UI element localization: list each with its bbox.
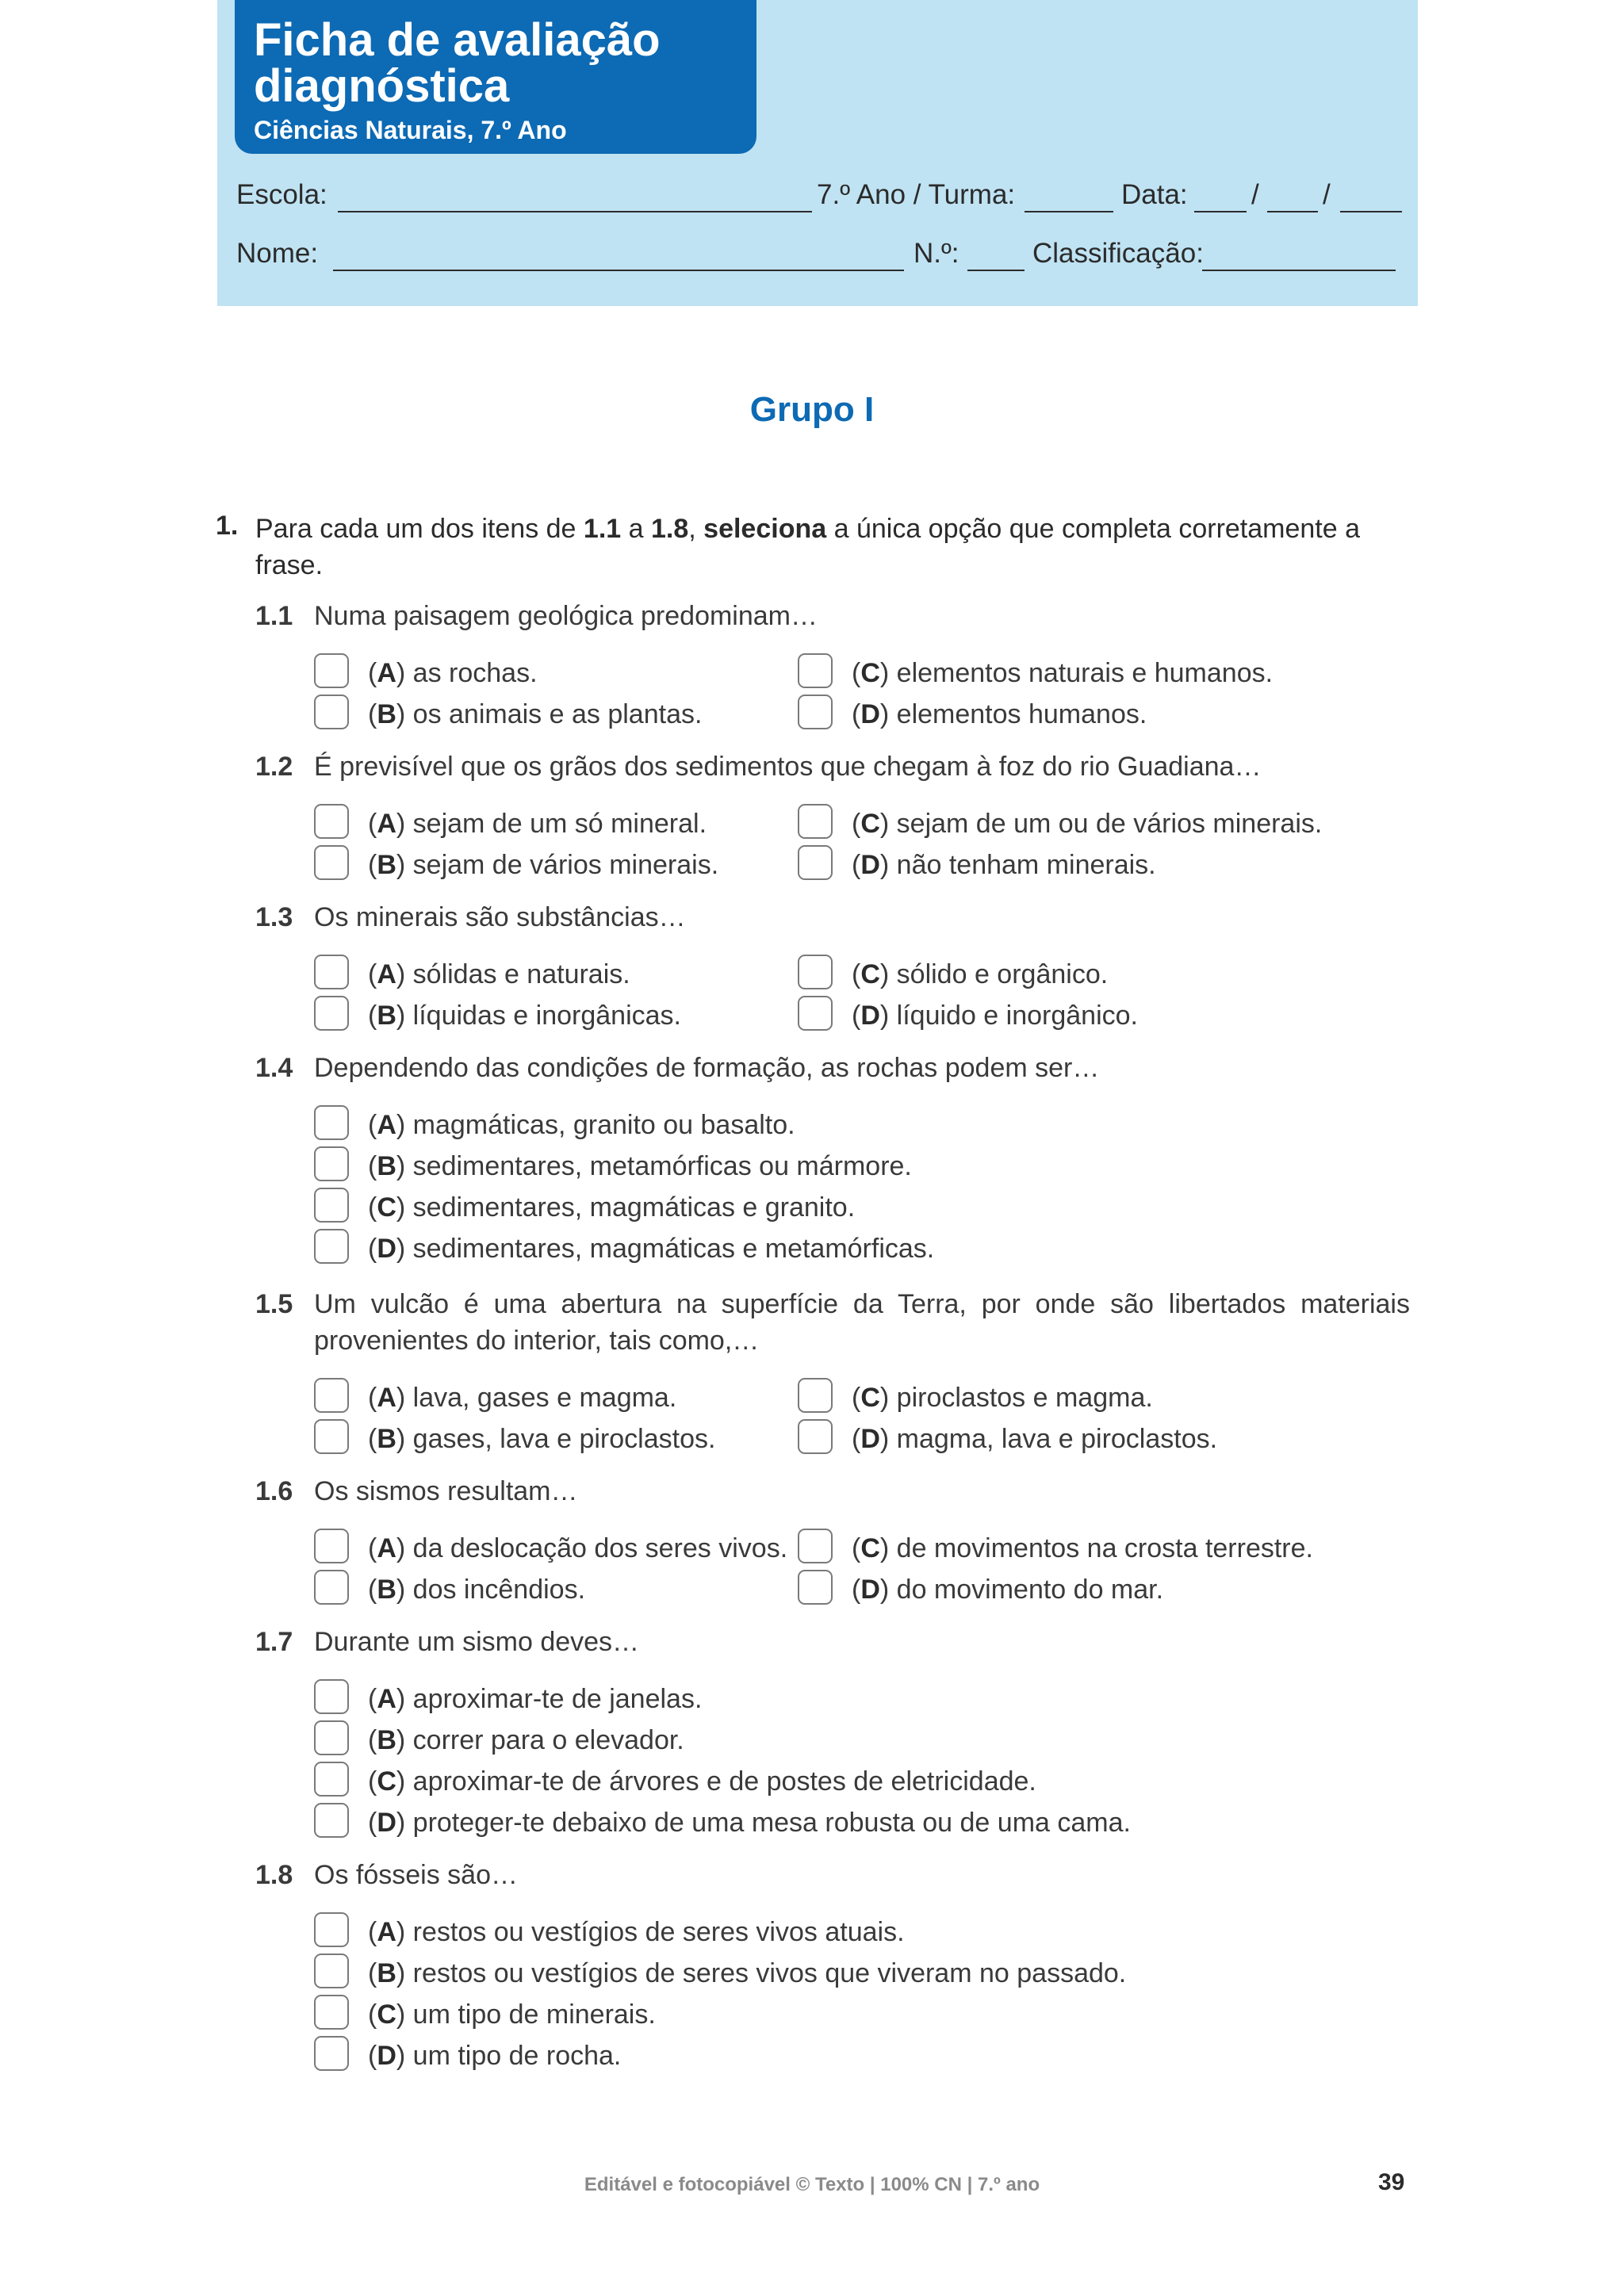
- item-1-7: 1.7 Durante um sismo deves…: [255, 1627, 640, 1657]
- checkbox[interactable]: [798, 996, 833, 1031]
- item-1-8: 1.8 Os fósseis são…: [255, 1860, 518, 1890]
- numero-label: N.º:: [914, 238, 959, 269]
- classificacao-field[interactable]: [1202, 270, 1396, 271]
- title-box: [235, 0, 756, 154]
- numero-field[interactable]: [967, 270, 1025, 271]
- checkbox[interactable]: [314, 1912, 349, 1947]
- turma-field[interactable]: [1025, 211, 1113, 212]
- title-line-1: Ficha de avaliação: [254, 14, 661, 66]
- checkbox[interactable]: [314, 1720, 349, 1755]
- page-number: 39: [1378, 2169, 1405, 2195]
- data-label: Data:: [1121, 179, 1188, 210]
- checkbox[interactable]: [314, 2036, 349, 2071]
- escola-label: Escola:: [236, 179, 327, 210]
- checkbox[interactable]: [798, 804, 833, 839]
- footer-text: Editável e fotocopiável © Texto | 100% CN | 7.º ano: [584, 2174, 1040, 2195]
- data-sep-2: /: [1323, 179, 1331, 210]
- checkbox[interactable]: [314, 1229, 349, 1264]
- checkbox[interactable]: [314, 1529, 349, 1563]
- question-text: Para cada um dos itens de 1.1 a 1.8, seleciona a única opção que completa corretamente a frase.: [255, 514, 1361, 580]
- checkbox[interactable]: [798, 695, 833, 729]
- title-line-2: diagnóstica: [254, 60, 510, 112]
- data-sep-1: /: [1251, 179, 1259, 210]
- checkbox[interactable]: [314, 695, 349, 729]
- checkbox[interactable]: [314, 1105, 349, 1140]
- checkbox[interactable]: [798, 845, 833, 880]
- checkbox[interactable]: [314, 804, 349, 839]
- checkbox[interactable]: [314, 653, 349, 688]
- checkbox[interactable]: [798, 955, 833, 989]
- item-1-3: 1.3 Os minerais são substâncias…: [255, 902, 686, 932]
- checkbox[interactable]: [314, 1419, 349, 1454]
- item-1-5: 1.5 Um vulcão é uma abertura na superfície da Terra, por onde são libertados materiais provenientes do interior, tais como,…: [255, 1289, 1410, 1356]
- checkbox[interactable]: [798, 1419, 833, 1454]
- nome-field[interactable]: [333, 270, 904, 271]
- checkbox[interactable]: [314, 1378, 349, 1413]
- checkbox[interactable]: [314, 1954, 349, 1988]
- classificacao-label: Classificação:: [1032, 238, 1204, 269]
- item-1-2: 1.2 É previsível que os grãos dos sedimentos que chegam à foz do rio Guadiana…: [255, 752, 1262, 782]
- checkbox[interactable]: [314, 1679, 349, 1714]
- item-1-1: 1.1 Numa paisagem geológica predominam…: [255, 601, 818, 631]
- checkbox[interactable]: [798, 653, 833, 688]
- checkbox[interactable]: [314, 845, 349, 880]
- checkbox[interactable]: [798, 1529, 833, 1563]
- escola-field[interactable]: [338, 211, 812, 212]
- checkbox[interactable]: [314, 1570, 349, 1605]
- data-month-field[interactable]: [1267, 211, 1318, 212]
- checkbox[interactable]: [314, 1146, 349, 1181]
- checkbox[interactable]: [798, 1378, 833, 1413]
- group-title: Grupo I: [749, 390, 875, 429]
- ano-turma-label: 7.º Ano / Turma:: [817, 179, 1016, 210]
- item-1-4: 1.4 Dependendo das condições de formação, as rochas podem ser…: [255, 1053, 1100, 1083]
- question-number: 1.: [216, 511, 239, 541]
- checkbox[interactable]: [314, 1995, 349, 2030]
- checkbox[interactable]: [314, 1188, 349, 1223]
- data-day-field[interactable]: [1194, 211, 1247, 212]
- checkbox[interactable]: [314, 996, 349, 1031]
- nome-label: Nome:: [236, 238, 319, 269]
- checkbox[interactable]: [314, 955, 349, 989]
- checkbox[interactable]: [314, 1762, 349, 1797]
- checkbox[interactable]: [314, 1803, 349, 1838]
- item-1-6: 1.6 Os sismos resultam…: [255, 1476, 578, 1506]
- checkbox[interactable]: [798, 1570, 833, 1605]
- subtitle: Ciências Naturais, 7.º Ano: [254, 116, 567, 144]
- data-year-field[interactable]: [1340, 211, 1402, 212]
